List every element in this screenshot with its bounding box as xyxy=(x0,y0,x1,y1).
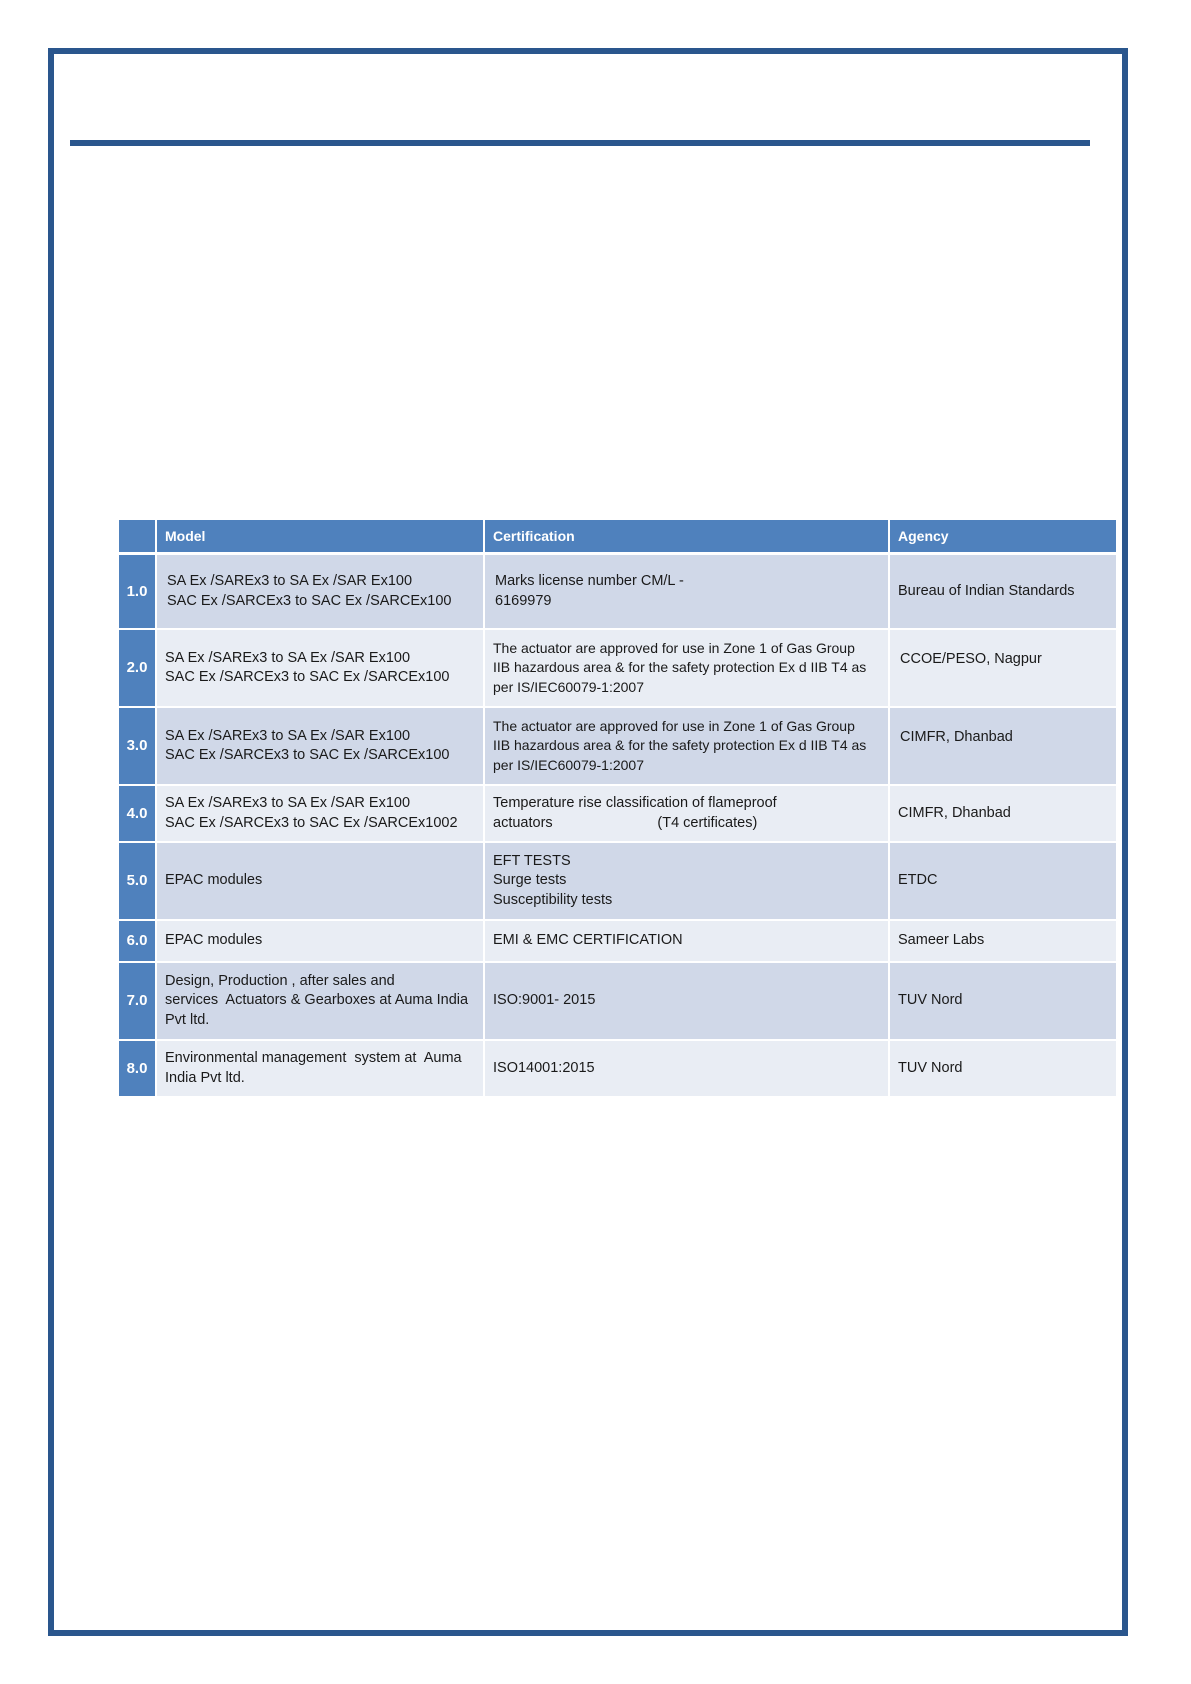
row-number: 1.0 xyxy=(119,555,157,630)
certification-line: ISO:9001- 2015 xyxy=(493,992,596,1009)
certification-cell xyxy=(485,921,890,963)
header-rule xyxy=(70,140,1090,146)
model-line: Design, Production , after sales and xyxy=(165,972,395,989)
model-cell xyxy=(157,555,485,630)
header-model: Model xyxy=(157,520,485,555)
table-row xyxy=(119,963,1116,1041)
certification-line: IIB hazardous area & for the safety protection Ex d IIB T4 as xyxy=(493,659,867,676)
model-cell xyxy=(157,963,485,1041)
certification-line: Temperature rise classification of flameproof xyxy=(493,795,777,811)
certification-line: Susceptibility tests xyxy=(493,891,613,908)
certification-line: EMI & EMC CERTIFICATION xyxy=(493,932,683,949)
model-line: services Actuators & Gearboxes at Auma India xyxy=(165,992,469,1009)
table-row xyxy=(119,630,1116,708)
certification-line: Surge tests xyxy=(493,872,567,889)
table-row xyxy=(119,786,1116,843)
row-number: 8.0 xyxy=(119,1041,157,1098)
model-cell xyxy=(157,843,485,921)
certification-line: ISO14001:2015 xyxy=(493,1059,595,1076)
row-number: 4.0 xyxy=(119,786,157,843)
certification-cell xyxy=(485,555,890,630)
model-line: SAC Ex /SARCEx3 to SAC Ex /SARCEx1002 xyxy=(165,814,458,831)
model-line: SAC Ex /SARCEx3 to SAC Ex /SARCEx100 xyxy=(167,592,452,609)
certification-cell xyxy=(485,786,890,843)
certification-line: The actuator are approved for use in Zone 1 of Gas Group xyxy=(493,717,855,734)
agency-cell: ETDC xyxy=(890,843,1116,921)
model-cell xyxy=(157,1041,485,1098)
certification-cell xyxy=(485,630,890,708)
row-number: 7.0 xyxy=(119,963,157,1041)
model-line: EPAC modules xyxy=(165,872,263,889)
certification-line: actuators (T4 certificates) xyxy=(493,814,758,831)
model-line: SA Ex /SAREx3 to SA Ex /SAR Ex100 xyxy=(165,649,411,666)
row-number: 5.0 xyxy=(119,843,157,921)
table-row xyxy=(119,555,1116,630)
agency-cell: Bureau of Indian Standards xyxy=(890,555,1116,630)
agency-cell: CCOE/PESO, Nagpur xyxy=(890,630,1116,708)
certification-table xyxy=(119,520,1116,1098)
model-line: India Pvt ltd. xyxy=(165,1069,245,1086)
table-header-row xyxy=(119,520,1116,555)
model-line: EPAC modules xyxy=(165,932,263,949)
model-line: SAC Ex /SARCEx3 to SAC Ex /SARCEx100 xyxy=(165,669,450,685)
model-cell xyxy=(157,630,485,708)
agency-cell: TUV Nord xyxy=(890,963,1116,1041)
row-number: 6.0 xyxy=(119,921,157,963)
model-line: Environmental management system at Auma xyxy=(165,1050,462,1066)
model-line: SA Ex /SAREx3 to SA Ex /SAR Ex100 xyxy=(165,795,411,811)
certification-line: 6169979 xyxy=(495,592,552,609)
agency-cell: Sameer Labs xyxy=(890,921,1116,963)
table-row xyxy=(119,1041,1116,1098)
agency-cell: TUV Nord xyxy=(890,1041,1116,1098)
model-cell xyxy=(157,786,485,843)
table-row xyxy=(119,843,1116,921)
table-row xyxy=(119,921,1116,963)
row-number: 3.0 xyxy=(119,708,157,786)
certification-cell xyxy=(485,708,890,786)
model-cell xyxy=(157,708,485,786)
row-number: 2.0 xyxy=(119,630,157,708)
certification-cell xyxy=(485,963,890,1041)
model-line: SA Ex /SAREx3 to SA Ex /SAR Ex100 xyxy=(167,573,413,589)
certification-cell xyxy=(485,1041,890,1098)
table-row xyxy=(119,708,1116,786)
model-line: SAC Ex /SARCEx3 to SAC Ex /SARCEx100 xyxy=(165,747,450,763)
certification-line: The actuator are approved for use in Zone 1 of Gas Group xyxy=(493,639,855,656)
certification-line: per IS/IEC60079-1:2007 xyxy=(493,756,644,773)
agency-cell: CIMFR, Dhanbad xyxy=(890,786,1116,843)
model-line: SA Ex /SAREx3 to SA Ex /SAR Ex100 xyxy=(165,727,411,744)
header-agency: Agency xyxy=(890,520,1116,555)
certification-line: IIB hazardous area & for the safety protection Ex d IIB T4 as xyxy=(493,737,867,754)
header-num xyxy=(119,520,157,555)
agency-cell: CIMFR, Dhanbad xyxy=(890,708,1116,786)
certification-line: Marks license number CM/L - xyxy=(495,573,684,589)
certification-line: per IS/IEC60079-1:2007 xyxy=(493,678,644,695)
header-certification: Certification xyxy=(485,520,890,555)
certification-cell xyxy=(485,843,890,921)
model-line: Pvt ltd. xyxy=(165,1011,210,1028)
model-cell xyxy=(157,921,485,963)
certification-line: EFT TESTS xyxy=(493,852,571,869)
